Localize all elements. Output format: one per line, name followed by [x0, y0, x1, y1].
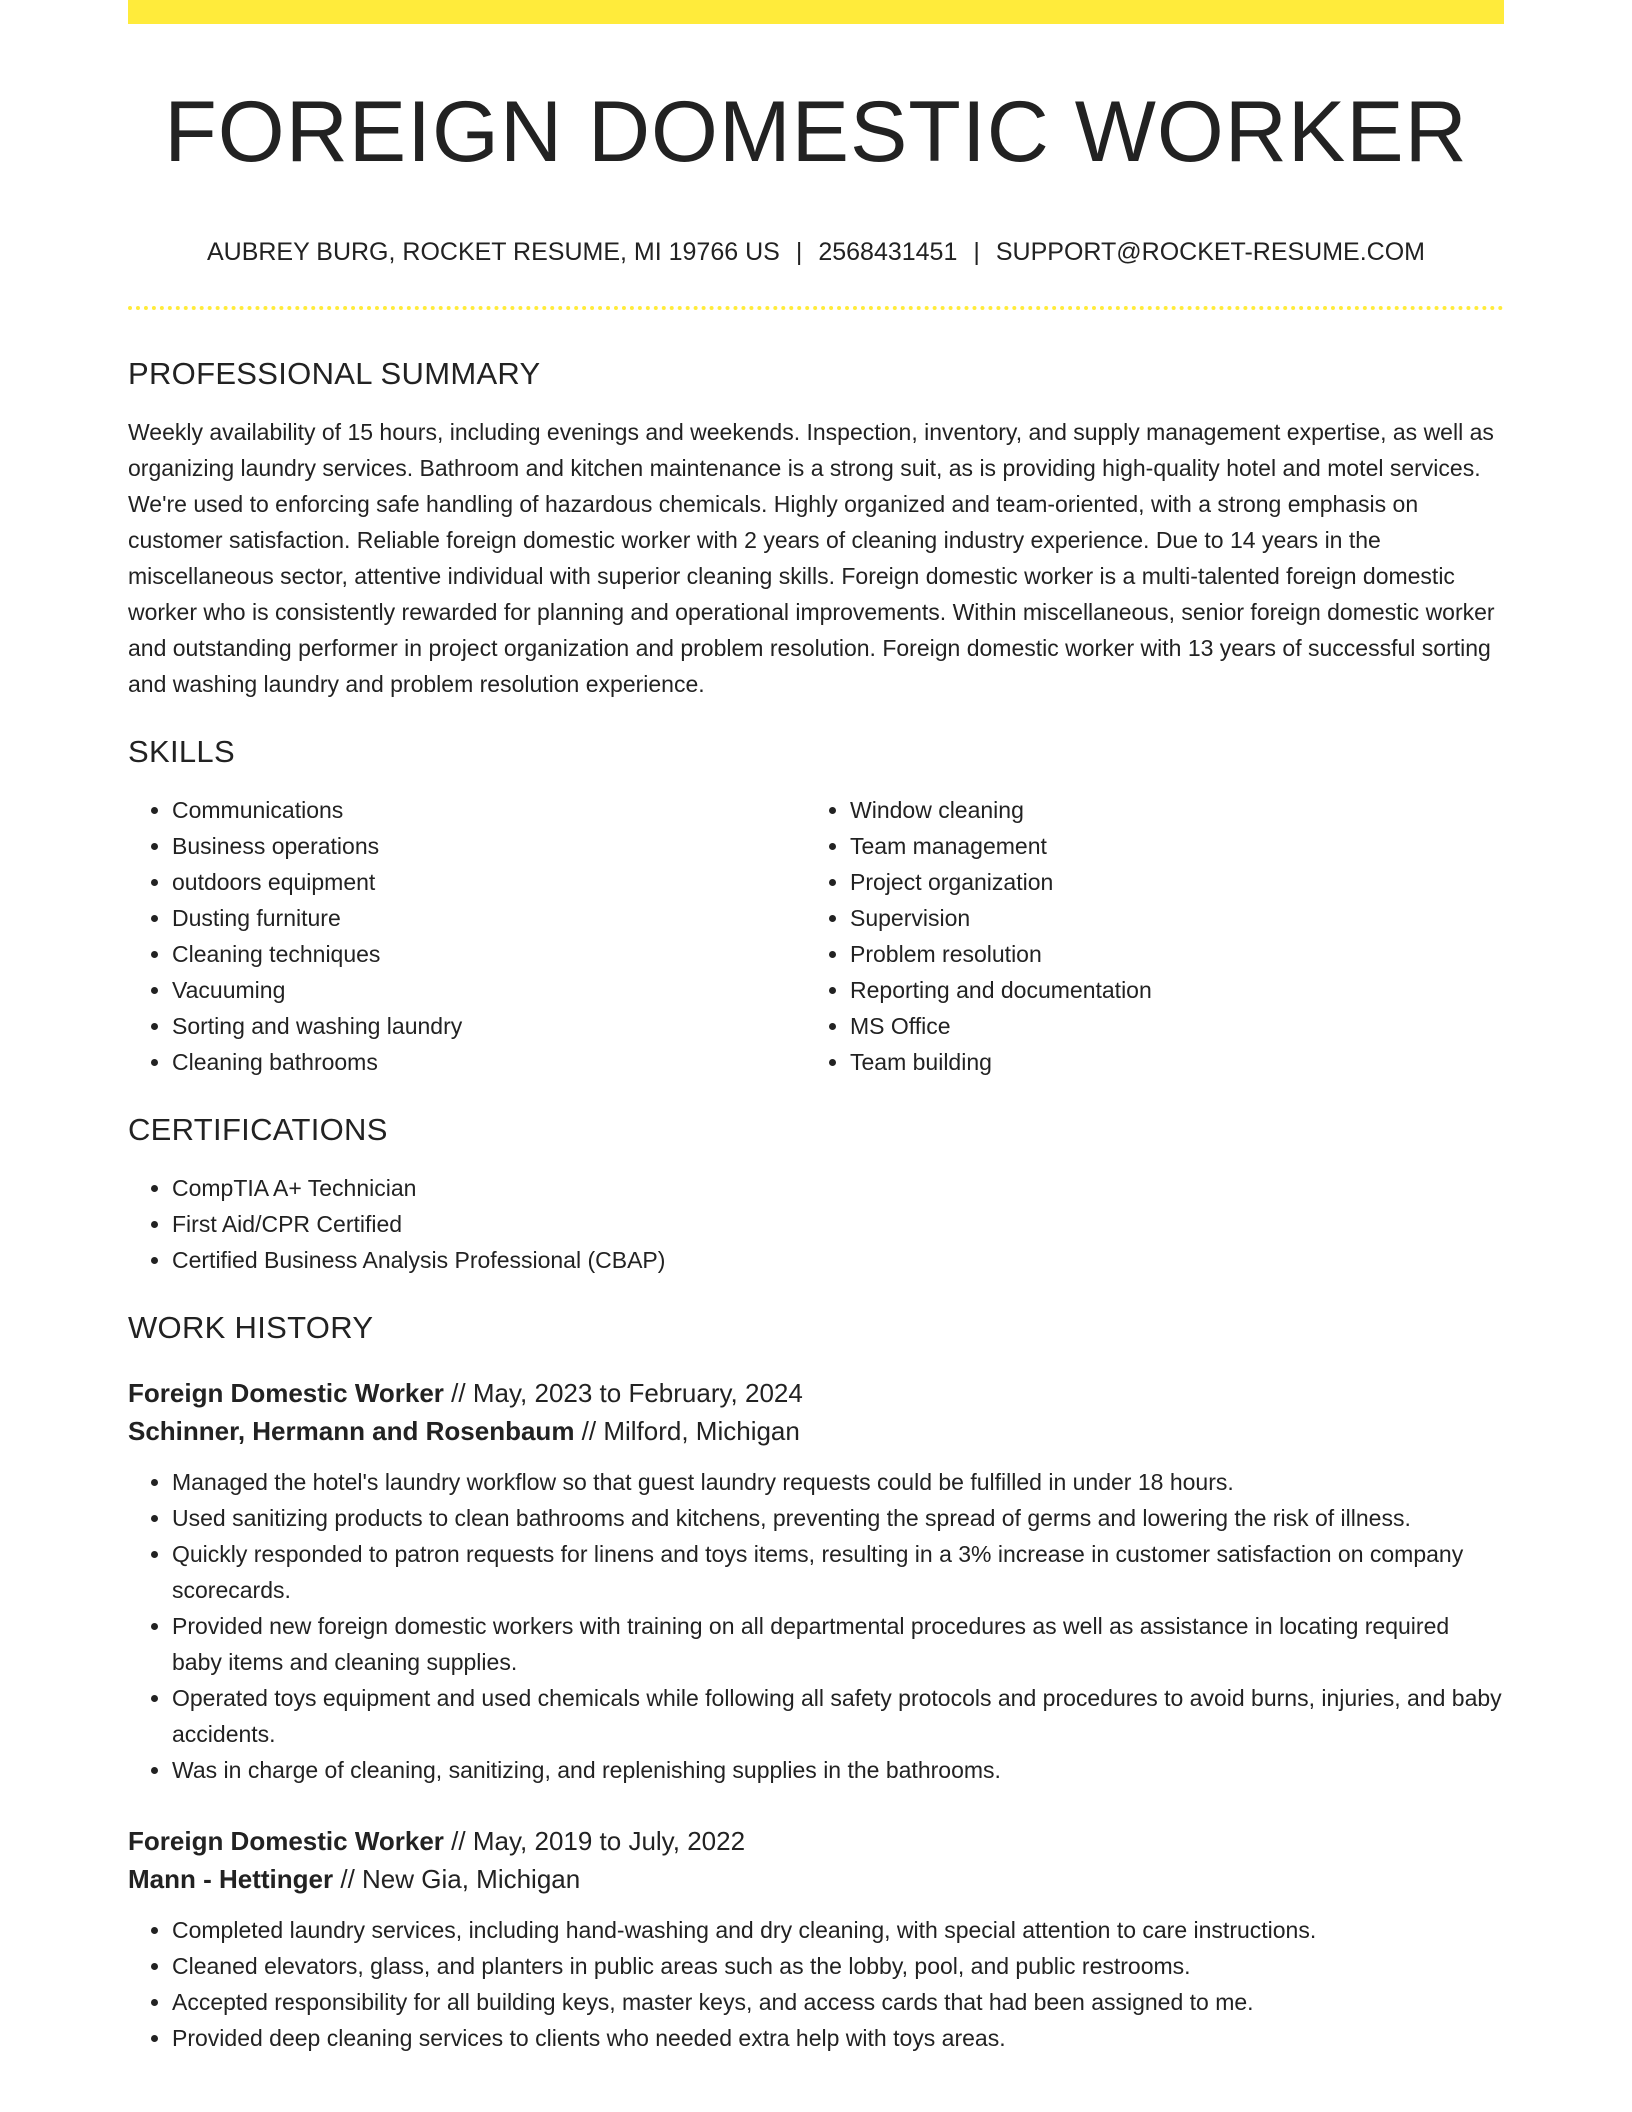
contact-phone: 2568431451 [818, 238, 958, 266]
certifications-heading: CERTIFICATIONS [128, 1112, 388, 1147]
job-duty: • Quickly responded to patron requests for linens and toys items, resulting in a 3% increase in customer satisfaction on company scorecards. [172, 1536, 1504, 1608]
job-title-line [128, 1374, 1504, 1412]
contact-separator: | [795, 238, 803, 266]
job-duty: • Provided new foreign domestic workers with training on all departmental procedures as well as assistance in locating required baby items and cleaning supplies. [172, 1608, 1504, 1680]
certification-item: • CompTIA A+ Technician [172, 1170, 1504, 1206]
job-duty: • Used sanitizing products to clean bathrooms and kitchens, preventing the spread of germs and lowering the risk of illness. [172, 1500, 1504, 1536]
summary-text: Weekly availability of 15 hours, including evenings and weekends. Inspection, inventory, and supply management expertise, as well as organizing laundry services. Bathroom and kitchen maintenance is a strong suit, as is providing high-quality hotel and motel services. We're used to enforcing safe handling of hazardous chemicals. Highly organized and team-oriented, with a strong emphasis on customer satisfaction. Reliable foreign domestic worker with 2 years of cleaning industry experience. Due to 14 years in the miscellaneous sector, attentive individual with superior cleaning skills. Foreign domestic worker is a multi-talented foreign domestic worker who is consistently rewarded for planning and operational improvements. Within miscellaneous, senior foreign domestic worker and outstanding performer in project organization and problem resolution. Foreign domestic worker with 13 years of successful sorting and washing laundry and problem resolution experience. [128, 419, 1495, 697]
job-company-line [128, 1860, 1504, 1898]
contact-address: AUBREY BURG, ROCKET RESUME, MI 19766 US [206, 238, 780, 266]
job-duty: • Managed the hotel's laundry workflow so that guest laundry requests could be fulfilled in under 18 hours. [172, 1464, 1504, 1500]
skill-item: • Business operations [172, 828, 806, 864]
skill-item: • Project organization [850, 864, 1484, 900]
resume-page [128, 0, 1504, 2056]
job-duty: • Cleaned elevators, glass, and planters in public areas such as the lobby, pool, and public restrooms. [172, 1948, 1504, 1984]
skill-item: • MS Office [850, 1008, 1484, 1044]
job-title-line [128, 1822, 1504, 1860]
job-duty: • Was in charge of cleaning, sanitizing, and replenishing supplies in the bathrooms. [172, 1752, 1504, 1788]
skill-item: • Supervision [850, 900, 1484, 936]
job-entry [128, 1822, 1504, 2056]
job-company: Schinner, Hermann and Rosenbaum [128, 1416, 575, 1446]
skill-item: • Communications [172, 792, 806, 828]
job-location: // Milford, Michigan [581, 1416, 800, 1446]
skill-item: • Dusting furniture [172, 900, 806, 936]
contact-line [128, 236, 1504, 268]
dotted-divider [128, 306, 1504, 310]
contact-email: SUPPORT@ROCKET-RESUME.COM [995, 238, 1426, 266]
job-title: Foreign Domestic Worker [128, 1826, 444, 1856]
certification-item: • Certified Business Analysis Professional (CBAP) [172, 1242, 1504, 1278]
job-duty: • Provided deep cleaning services to clients who needed extra help with toys areas. [172, 2020, 1504, 2056]
skill-item: • Vacuuming [172, 972, 806, 1008]
job-company: Mann - Hettinger [128, 1864, 334, 1894]
job-dates: // May, 2019 to July, 2022 [451, 1826, 746, 1856]
job-dates: // May, 2023 to February, 2024 [451, 1378, 803, 1408]
job-duty: • Completed laundry services, including hand-washing and dry cleaning, with special attention to care instructions. [172, 1912, 1504, 1948]
job-duty: • Accepted responsibility for all building keys, master keys, and access cards that had been assigned to me. [172, 1984, 1504, 2020]
job-entry [128, 1374, 1504, 1788]
summary-heading: PROFESSIONAL SUMMARY [128, 356, 541, 391]
job-company-line [128, 1412, 1504, 1450]
skill-item: • Window cleaning [850, 792, 1484, 828]
resume-title: FOREIGN DOMESTIC WORKER [164, 84, 1468, 180]
job-title: Foreign Domestic Worker [128, 1378, 444, 1408]
skill-item: • Problem resolution [850, 936, 1484, 972]
skill-item: • outdoors equipment [172, 864, 806, 900]
accent-bar [128, 0, 1504, 24]
job-duty: • Operated toys equipment and used chemicals while following all safety protocols and procedures to avoid burns, injuries, and baby accidents. [172, 1680, 1504, 1752]
skills-list-left [128, 792, 806, 1080]
job-duties-list [128, 1464, 1504, 1788]
skills-heading: SKILLS [128, 734, 235, 769]
skill-item: • Sorting and washing laundry [172, 1008, 806, 1044]
skill-item: • Cleaning bathrooms [172, 1044, 806, 1080]
skill-item: • Cleaning techniques [172, 936, 806, 972]
work-history-heading: WORK HISTORY [128, 1310, 374, 1345]
skill-item: • Team building [850, 1044, 1484, 1080]
skills-list-right [806, 792, 1484, 1080]
certifications-list [128, 1170, 1504, 1278]
contact-separator: | [973, 238, 980, 266]
skill-item: • Reporting and documentation [850, 972, 1484, 1008]
job-location: // New Gia, Michigan [340, 1864, 581, 1894]
job-duties-list [128, 1912, 1504, 2056]
skills-columns [128, 792, 1504, 1080]
certification-item: • First Aid/CPR Certified [172, 1206, 1504, 1242]
skill-item: • Team management [850, 828, 1484, 864]
